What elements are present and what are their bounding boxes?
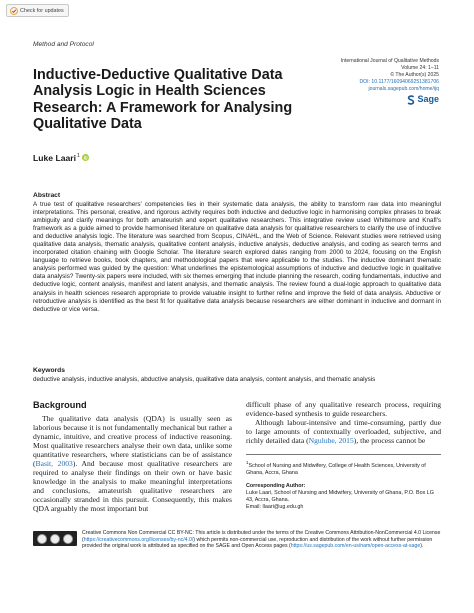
cc-icon [37, 534, 47, 544]
body-left-column [33, 400, 232, 513]
author-email[interactable]: llaari@ug.edu.gh [262, 503, 304, 510]
check-for-updates-icon [10, 7, 18, 15]
journal-name: International Journal of Qualitative Methods [340, 58, 439, 64]
background-paragraph-1 [33, 414, 232, 513]
corresponding-author-email-line [246, 504, 441, 511]
publisher-name: Sage [417, 94, 439, 105]
abstract-heading: Abstract [33, 192, 61, 199]
footnote-divider [246, 454, 441, 455]
background-paragraph-3 [246, 418, 441, 445]
journal-copyright: © The Author(s) 2025 [390, 71, 439, 78]
journal-url[interactable]: journals.sagepub.com/home/ijq [368, 85, 439, 92]
background-paragraph-2: difficult phase of any qualitative research process, requiring evidence-based synthesis to guide researchers. [246, 400, 441, 419]
sage-logo-icon [407, 95, 415, 105]
check-for-updates-badge[interactable] [6, 4, 69, 17]
citation-basit-2003[interactable]: Basit, 2003 [35, 459, 73, 469]
license-text [82, 530, 441, 550]
affiliation-note [246, 459, 441, 477]
article-type: Method and Protocol [33, 41, 94, 48]
keywords-text: deductive analysis, inductive analysis, abductive analysis, qualitative data analysis, content analysis, and thematic analysis [33, 376, 376, 383]
background-p1-text: The qualitative data analysis (QDA) is usually seen as laborious because it is not fundamentally mechanical but rather a dynamic, intuitive, and creative process of inductive reasoning. Most qualitative researchers analyse their own data, unlike some quantitative researchers, where statisticians can be of assistance ( [33, 414, 232, 469]
background-p3-text-after: ), the process cannot be [353, 436, 426, 446]
license-block [33, 530, 441, 550]
background-heading: Background [33, 400, 87, 410]
corresponding-author-label: Corresponding Author: [246, 482, 306, 489]
author-affiliation-mark: 1 [77, 153, 80, 159]
author-name: Luke Laari [33, 153, 76, 163]
corresponding-author-text: Luke Laari, School of Nursing and Midwifery, University of Ghana, P.O. Box LG 43, Accra, Ghana. [246, 489, 434, 503]
journal-doi[interactable]: DOI: 10.1177/16094069251381706 [359, 78, 439, 85]
affiliation-text: School of Nursing and Midwifery, College of Health Sciences, University of Ghana, Accra, Ghana [246, 462, 426, 476]
background-p3-text: Although labour-intensive and time-consuming, partly due to large amounts of contextually overloaded, subjective, and richly detailed data ( [246, 418, 441, 446]
license-url-link[interactable]: https://creativecommons.org/licenses/by-nc/4.0/ [83, 536, 194, 543]
citation-ngulube-2015[interactable]: Ngulube, 2015 [308, 436, 354, 446]
article-title: Inductive-Deductive Qualitative Data Analysis Logic in Health Sciences Research: A Framework for Analysing Qualitative Data [33, 67, 293, 133]
background-p1-text-after: ). And because most qualitative researchers are required to analyse their findings on their own or have basic knowledge in the analysis to make meaningful interpretations and conclusions, amateurish qualitative researchers are occasionally stranded in this pursuit. Consequently, this makes QDA arguably the most important but [33, 459, 232, 514]
license-text-after: ). [420, 543, 424, 550]
journal-volume: Volume 24: 1–11 [401, 64, 439, 71]
check-for-updates-label: Check for updates [20, 7, 64, 14]
keywords-heading: Keywords [33, 367, 65, 374]
license-text-before: Creative Commons Non Commercial CC BY-NC: This article is distributed under the terms of the Creative Commons Attribution-NonCommercial 4.0 License ( [82, 530, 441, 543]
orcid-icon[interactable] [82, 154, 89, 161]
open-access-url-link[interactable]: https://us.sagepub.com/en-us/nam/open-access-at-sage [290, 543, 421, 550]
email-label: Email: [246, 503, 263, 510]
body-right-column [246, 400, 441, 511]
cc-nc-icon [63, 534, 73, 544]
abstract-text: A true test of qualitative researchers' competencies lies in their systematic data analysis, the ability to transform raw data into meaningful interpretations. This personal, creative, and rigorous activity requires both inductive and deductive logic in harmonising complex phrases to break ambiguity and clarify meanings for both amateurish and expert qualitative researchers. This integrative review used Whittemore and Knafl's framework as a guide aimed to provide harmonised literature on qualitative data analysis for qualitative researchers to clarify the use of inductive and deductive analysis logic. The literature was searched from Scopus, CINAHL, and the Web of Science. Relevant studies were retrieved using qualitative data analysis, thematic analysis, qualitative content analysis, inductive analysis, deductive analysis, and coding as search terms and incorporated citation chaining with Google Scholar. The literature search explored dates ranging from 2000 to 2024, focusing on the English language to retrieve books, book chapters, and methodological papers that were applicable to the studies. The inductive dominant thematic analysis performed was guided by the question: What underlines the epistemological assumptions of inductive and deductive logic in qualitative data analysis? Twenty-six papers were included, with six themes emerging that include planning the research, coding fundamentals, inductive and deductive logic, content analysis, manifest and latent analysis, and thematic analysis. The review found a dual-logic approach to qualitative data analysis in health sciences research appropriate to provide valuable insight to further refine and improve the field of data analysis. Abductive or retroductive analysis is identified as the best fit for qualitative data analysis because researchers are either dominant in inductive and dormant in deductive or vice versa. [33, 201, 441, 313]
author-line [33, 153, 89, 163]
license-text-middle: ) which permits non-commercial use, reproduction and distribution of the work without further permission provided the original work is attributed as specified on the SAGE and Open Access pages ( [82, 536, 433, 550]
cc-by-icon [50, 534, 60, 544]
creative-commons-by-nc-badge[interactable] [33, 531, 77, 546]
affiliation-note-mark: 1 [246, 460, 249, 466]
corresponding-author-heading [246, 483, 441, 490]
